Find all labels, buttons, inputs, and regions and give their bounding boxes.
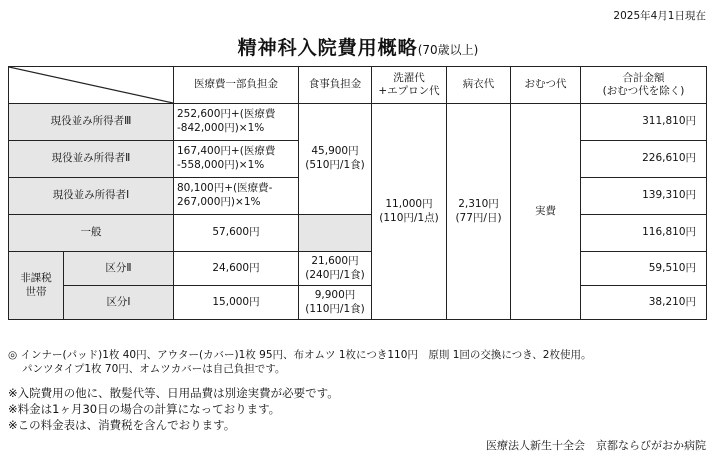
col-medical bbox=[174, 67, 299, 104]
row-label: 現役並み所得者Ⅲ bbox=[9, 104, 174, 141]
table-row bbox=[9, 252, 707, 286]
row-label: 区分Ⅰ bbox=[64, 286, 174, 320]
corner-cell bbox=[9, 67, 174, 104]
table-row bbox=[9, 215, 707, 252]
col-meal bbox=[299, 67, 372, 104]
total-cell: 226,610円 bbox=[581, 141, 707, 178]
row-label: 現役並み所得者Ⅱ bbox=[9, 141, 174, 178]
medical-cell: 80,100円+(医療費- 267,000円)×1% bbox=[174, 178, 299, 215]
total-cell: 311,810円 bbox=[581, 104, 707, 141]
page-subtitle: (70歳以上) bbox=[417, 43, 479, 57]
col-diaper bbox=[511, 67, 581, 104]
total-cell: 139,310円 bbox=[581, 178, 707, 215]
diaper-notes bbox=[8, 348, 591, 376]
col-medical-label: 医療費一部負担金 bbox=[194, 78, 278, 91]
row-label: 区分Ⅱ bbox=[64, 252, 174, 286]
row-label: 現役並み所得者Ⅰ bbox=[9, 178, 174, 215]
title-block bbox=[0, 33, 716, 60]
gown-cell: 2,310円 (77円/日) bbox=[447, 104, 511, 320]
col-meal-label: 食事負担金 bbox=[308, 78, 362, 91]
total-cell: 59,510円 bbox=[581, 252, 707, 286]
col-total bbox=[581, 67, 707, 104]
diaper-cell: 実費 bbox=[511, 104, 581, 320]
note-line: パンツタイプ1枚 70円、オムツカバーは自己負担です。 bbox=[22, 363, 286, 375]
fee-table bbox=[8, 66, 707, 320]
page-title: 精神科入院費用概略 bbox=[237, 37, 418, 59]
group-label: 非課税 世帯 bbox=[9, 252, 64, 320]
footnote-line: ※この料金表は、消費税を含んでおります。 bbox=[8, 418, 236, 432]
medical-cell: 167,400円+(医療費 -558,000円)×1% bbox=[174, 141, 299, 178]
col-laundry-label: 洗濯代 +エプロン代 bbox=[378, 71, 440, 97]
col-diaper-label: おむつ代 bbox=[524, 78, 567, 91]
meal-cell: 9,900円 (110円/1食) bbox=[299, 286, 372, 320]
col-gown bbox=[447, 67, 511, 104]
footnote-line: ※入院費用の他に、散髪代等、日用品費は別途実費が必要です。 bbox=[8, 386, 339, 400]
total-cell: 38,210円 bbox=[581, 286, 707, 320]
table-row bbox=[9, 286, 707, 320]
meal-cell: 21,600円 (240円/1食) bbox=[299, 252, 372, 286]
medical-cell: 24,600円 bbox=[174, 252, 299, 286]
total-cell: 116,810円 bbox=[581, 215, 707, 252]
hospital-name: 医療法人新生十全会 京都ならびがおか病院 bbox=[486, 439, 706, 452]
row-label: 一般 bbox=[9, 215, 174, 252]
medical-cell: 252,600円+(医療費 -842,000円)×1% bbox=[174, 104, 299, 141]
medical-cell: 57,600円 bbox=[174, 215, 299, 252]
date-stamp: 2025年4月1日現在 bbox=[613, 10, 706, 22]
header-row bbox=[9, 67, 707, 104]
medical-cell: 15,000円 bbox=[174, 286, 299, 320]
table-row bbox=[9, 104, 707, 141]
col-total-label: 合計金額 (おむつ代を除く) bbox=[602, 71, 685, 97]
footnotes bbox=[8, 385, 339, 433]
meal-cell-shared: 45,900円 (510円/1食) bbox=[299, 104, 372, 215]
laundry-cell: 11,000円 (110円/1点) bbox=[372, 104, 447, 320]
note-line: ◎ インナー(パッド)1枚 40円、アウター(カバー)1枚 95円、布オムツ 1枚につき110円 原則 1回の交換につき、2枚使用。 bbox=[8, 349, 592, 361]
footnote-line: ※料金は1ヶ月30日の場合の計算になっております。 bbox=[8, 402, 281, 416]
col-laundry bbox=[372, 67, 447, 104]
col-gown-label: 病衣代 bbox=[462, 78, 495, 91]
meal-cell-empty bbox=[299, 215, 372, 252]
diagonal-line bbox=[9, 67, 173, 103]
